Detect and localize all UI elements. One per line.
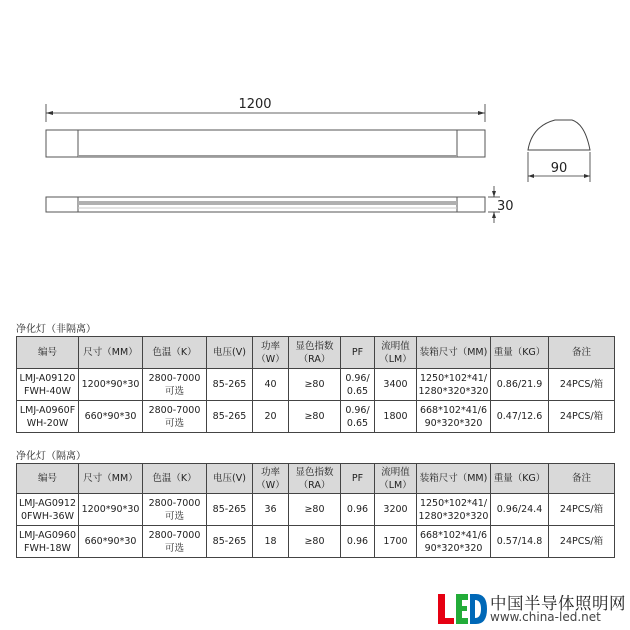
col-header: 重量（KG）	[491, 464, 549, 494]
col-header: 尺寸（MM）	[79, 464, 143, 494]
cell-cri: ≥80	[289, 494, 341, 526]
col-header: 电压(V)	[207, 464, 253, 494]
col-header: 功率（W）	[253, 464, 289, 494]
cell-cri: ≥80	[289, 401, 341, 433]
cell-package-size: 668*102*41/690*320*320	[417, 526, 491, 558]
site-url: www.china-led.net	[490, 610, 601, 624]
site-name: 中国半导体照明网	[490, 594, 626, 613]
cell-weight: 0.86/21.9	[491, 369, 549, 401]
col-header: 编号	[17, 464, 79, 494]
cell-remark: 24PCS/箱	[549, 369, 615, 401]
cell-package-size: 1250*102*41/1280*320*320	[417, 369, 491, 401]
height-label: 30	[497, 199, 514, 214]
col-header: 备注	[549, 337, 615, 369]
col-header: 尺寸（MM）	[79, 337, 143, 369]
cell-voltage: 85-265	[207, 494, 253, 526]
table-row	[17, 494, 615, 526]
col-header: 色温（K）	[143, 464, 207, 494]
cell-pf: 0.96	[341, 526, 375, 558]
cell-weight: 0.47/12.6	[491, 401, 549, 433]
table-row	[17, 369, 615, 401]
cell-model: LMJ-AG09120FWH-36W	[17, 494, 79, 526]
cell-package-size: 1250*102*41/1280*320*320	[417, 494, 491, 526]
spec-table-isolated	[16, 463, 615, 558]
cell-cri: ≥80	[289, 526, 341, 558]
cell-remark: 24PCS/箱	[549, 494, 615, 526]
cell-model: LMJ-A09120FWH-40W	[17, 369, 79, 401]
cell-lumen: 3400	[375, 369, 417, 401]
length-label: 1200	[238, 97, 272, 112]
table-row	[17, 526, 615, 558]
cell-cri: ≥80	[289, 369, 341, 401]
cell-voltage: 85-265	[207, 369, 253, 401]
section-title-non-isolated: 净化灯（非隔离）	[16, 324, 96, 335]
cell-color-temp: 2800-7000可选	[143, 494, 207, 526]
col-header: 编号	[17, 337, 79, 369]
cell-power: 40	[253, 369, 289, 401]
table-row	[17, 401, 615, 433]
col-header: 装箱尺寸（MM)	[417, 337, 491, 369]
cell-pf: 0.96/0.65	[341, 401, 375, 433]
section-title-isolated: 净化灯（隔离）	[16, 451, 86, 462]
col-header: 流明值（LM）	[375, 464, 417, 494]
col-header: 电压(V)	[207, 337, 253, 369]
col-header: PF	[341, 464, 375, 494]
cell-power: 36	[253, 494, 289, 526]
lamp-technical-drawing	[0, 0, 630, 300]
lamp-cross-section	[528, 120, 590, 150]
cell-remark: 24PCS/箱	[549, 526, 615, 558]
cell-lumen: 3200	[375, 494, 417, 526]
table-header-row	[17, 464, 615, 494]
lamp-side-view	[46, 197, 485, 212]
col-header: 流明值（LM）	[375, 337, 417, 369]
spec-table-non-isolated	[16, 336, 615, 433]
table-header-row	[17, 337, 615, 369]
cell-size: 660*90*30	[79, 526, 143, 558]
lamp-top-view	[46, 130, 485, 157]
cell-color-temp: 2800-7000可选	[143, 369, 207, 401]
col-header: 功率（W）	[253, 337, 289, 369]
cell-model: LMJ-AG0960FWH-18W	[17, 526, 79, 558]
width-label: 90	[550, 161, 568, 176]
col-header: 显色指数（RA）	[289, 464, 341, 494]
china-led-watermark	[436, 588, 626, 628]
col-header: 装箱尺寸（MM)	[417, 464, 491, 494]
col-header: PF	[341, 337, 375, 369]
col-header: 重量（KG）	[491, 337, 549, 369]
cell-pf: 0.96/0.65	[341, 369, 375, 401]
cell-size: 1200*90*30	[79, 369, 143, 401]
cell-size: 1200*90*30	[79, 494, 143, 526]
cell-package-size: 668*102*41/690*320*320	[417, 401, 491, 433]
cell-model: LMJ-A0960FWH-20W	[17, 401, 79, 433]
cell-lumen: 1800	[375, 401, 417, 433]
led-logo-icon	[436, 588, 488, 628]
cell-weight: 0.57/14.8	[491, 526, 549, 558]
cell-pf: 0.96	[341, 494, 375, 526]
cell-voltage: 85-265	[207, 526, 253, 558]
cell-voltage: 85-265	[207, 401, 253, 433]
cell-size: 660*90*30	[79, 401, 143, 433]
col-header: 备注	[549, 464, 615, 494]
cell-weight: 0.96/24.4	[491, 494, 549, 526]
col-header: 色温（K）	[143, 337, 207, 369]
cell-remark: 24PCS/箱	[549, 401, 615, 433]
cell-lumen: 1700	[375, 526, 417, 558]
cell-power: 20	[253, 401, 289, 433]
cell-color-temp: 2800-7000可选	[143, 401, 207, 433]
cell-power: 18	[253, 526, 289, 558]
col-header: 显色指数（RA）	[289, 337, 341, 369]
cell-color-temp: 2800-7000可选	[143, 526, 207, 558]
